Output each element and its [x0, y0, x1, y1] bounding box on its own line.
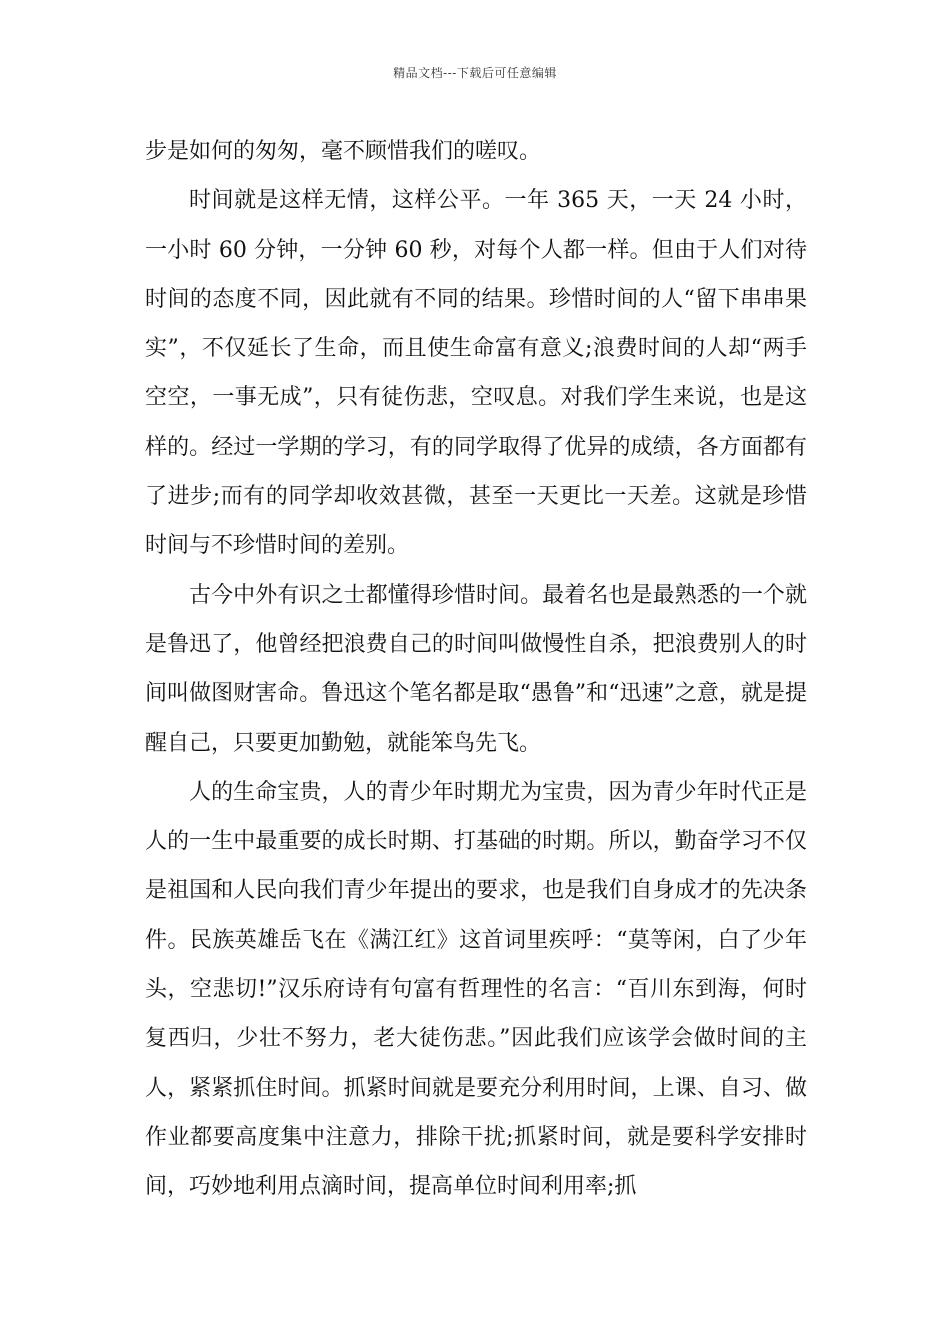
paragraph-lu-xun: 古今中外有识之士都懂得珍惜时间。最着名也是最熟悉的一个就是鲁迅了，他曾经把浪费自己的时间叫做慢性自杀，把浪费别人的时间叫做图财害命。鲁迅这个笔名都是取“愚鲁”和“迅速”之意，就是提醒自己，只要更加勤勉，就能笨鸟先飞。 — [145, 582, 807, 756]
page-header: 精品文档---下载后可任意编辑 — [393, 66, 557, 80]
paragraph-youth: 人的生命宝贵，人的青少年时期尤为宝贵，因为青少年时代正是人的一生中最重要的成长时期、打基础的时期。所以，勤奋学习不仅是祖国和人民向我们青少年提出的要求，也是我们自身成才的先决条件。民族英雄岳飞在《满江红》这首词里疾呼：“莫等闲，白了少年头，空悲切!”汉乐府诗有句富有哲理性的名言：“百川东到海，何时复西归，少壮不努力，老大徒伤悲。”因此我们应该学会做时间的主人，紧紧抓住时间。抓紧时间就是要充分利用时间，上课、自习、做作业都要高度集中注意力，排除干扰;抓紧时间，就是要科学安排时间，巧妙地利用点滴时间，提高单位时间利用率;抓 — [145, 779, 807, 1200]
document-body — [145, 127, 807, 1212]
paragraph-continuation: 步是如何的匆匆，毫不顾惜我们的嗟叹。 — [145, 139, 542, 164]
paragraph-time-fairness: 时间就是这样无情，这样公平。一年 365 天，一天 24 小时，一小时 60 分钟，一分钟 60 秒，对每个人都一样。但由于人们对待时间的态度不同，因此就有不同的结果。珍惜时间的人“留下串串果实”，不仅延长了生命，而且使生命富有意义;浪费时间的人却“两手空空，一事无成”，只有徒伤悲，空叹息。对我们学生来说，也是这样的。经过一学期的学习，有的同学取得了优异的成绩，各方面都有了进步;而有的同学却收效甚微，甚至一天更比一天差。这就是珍惜时间与不珍惜时间的差别。 — [145, 188, 807, 559]
